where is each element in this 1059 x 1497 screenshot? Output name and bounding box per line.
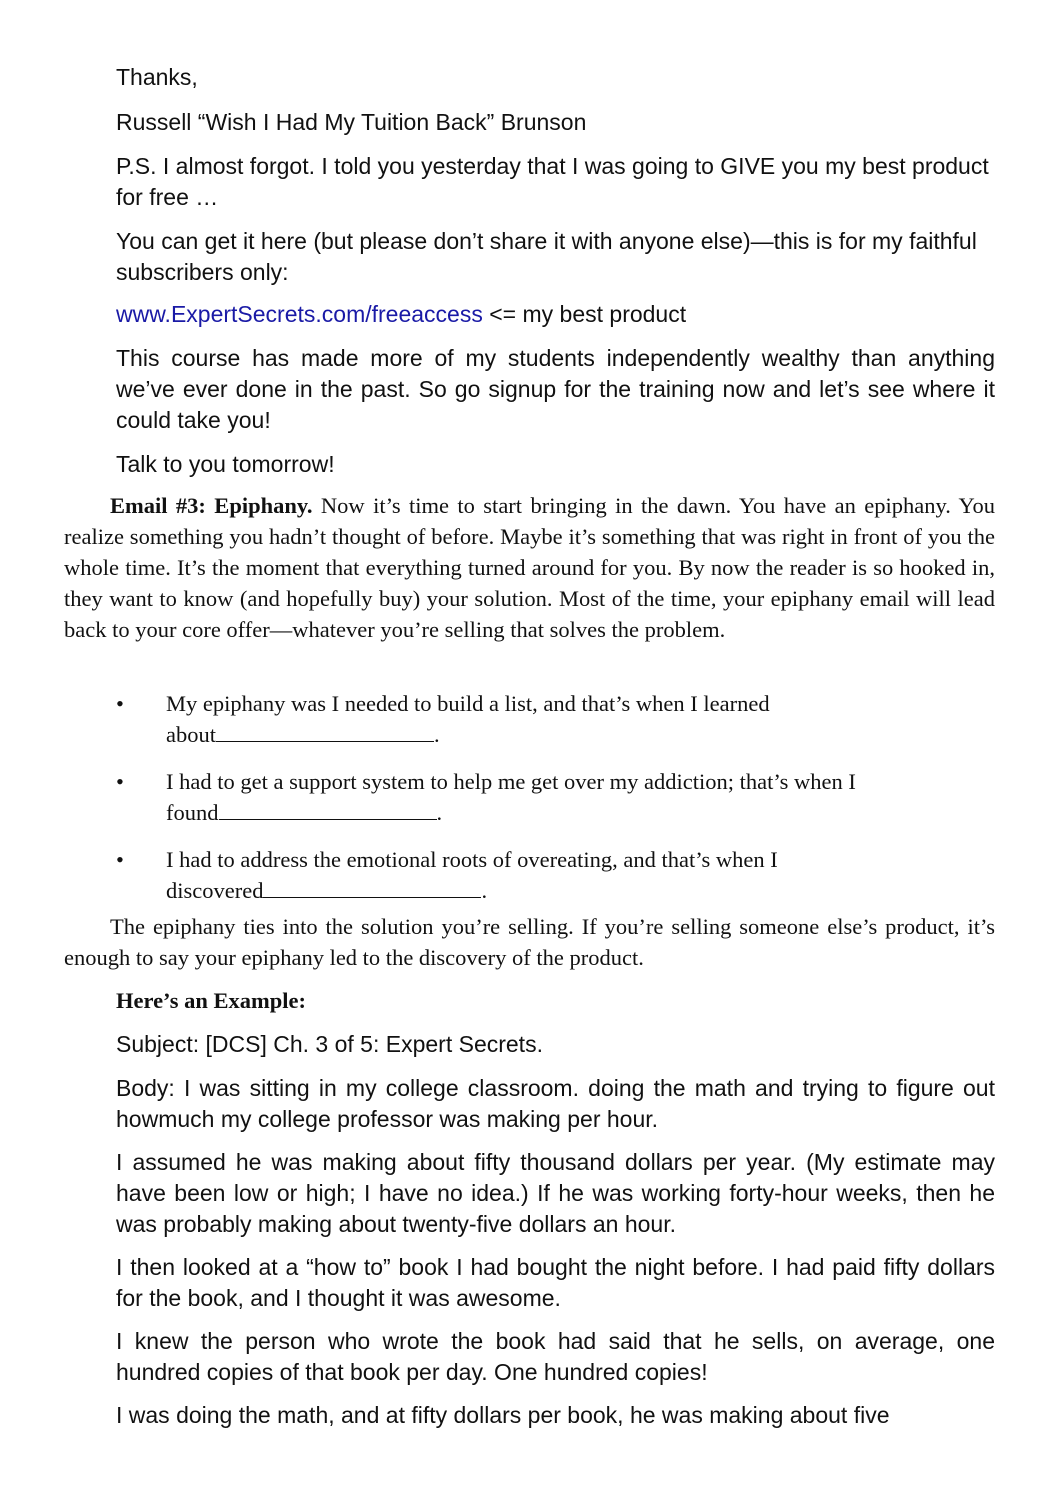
example-heading-text: Here’s an Example:	[116, 988, 306, 1013]
postscript: P.S. I almost forgot. I told you yesterday that I was going to GIVE you my best product for free …	[116, 153, 989, 210]
bullet-line1: I had to get a support system to help me get over my addiction; that’s when I	[166, 769, 856, 794]
example-subject: Subject: [DCS] Ch. 3 of 5: Expert Secrets.	[116, 1031, 543, 1057]
bullet-suffix: .	[434, 722, 440, 747]
link-line	[116, 299, 995, 330]
example-paragraph-1: I assumed he was making about fifty thousand dollars per year. (My estimate may have been low or high; I have no idea.) If he was working forty-hour weeks, then he was probably making about twenty-five dollars an hour.	[116, 1149, 995, 1237]
email3-text: Now it’s time to start bringing in the dawn. You have an epiphany. You realize something you hadn’t thought of before. Maybe it’s something that was right in front of you the whole time. It’s the moment that everything turned around for you. By now the reader is so hooked in, they want to know (and hopefully buy) your solution. Most of the time, your epiphany email will lead back to your core offer—whatever you’re selling that solves the problem.	[64, 493, 995, 642]
bullet-marker: •	[116, 769, 124, 794]
example-paragraph-3: I knew the person who wrote the book had said that he sells, on average, one hundred copies of that book per day. One hundred copies!	[116, 1328, 995, 1385]
list-item	[116, 844, 995, 906]
fill-in-blank	[219, 797, 437, 820]
list-item	[116, 766, 995, 828]
get-it-paragraph: You can get it here (but please don’t share it with anyone else)—this is for my faithful subscribers only:	[116, 228, 977, 285]
bullet-prefix: found	[166, 800, 219, 825]
bullet-marker: •	[116, 847, 124, 872]
letter-signature: Russell “Wish I Had My Tuition Back” Brunson	[116, 109, 587, 135]
bullet-line1: I had to address the emotional roots of overeating, and that’s when I	[166, 847, 778, 872]
bullet-marker: •	[116, 691, 124, 716]
epiphany-bullet-list	[116, 688, 995, 922]
example-heading	[116, 985, 995, 1016]
list-item	[116, 688, 995, 750]
talk-tomorrow: Talk to you tomorrow!	[116, 451, 335, 477]
fill-in-blank	[263, 875, 481, 898]
bullet-suffix: .	[436, 800, 443, 825]
bullet-prefix: about	[166, 722, 216, 747]
bullet-line1: My epiphany was I needed to build a list, and that’s when I learned	[166, 691, 770, 716]
example-paragraph-2: I then looked at a “how to” book I had bought the night before. I had paid fifty dollars for the book, and I thought it was awesome.	[116, 1254, 995, 1311]
example-body: Body: I was sitting in my college classroom. doing the math and trying to figure out howmuch my college professor was making per hour.	[116, 1075, 995, 1132]
bullet-prefix: discovered	[166, 878, 264, 903]
solution-paragraph: The epiphany ties into the solution you’re selling. If you’re selling someone else’s product, it’s enough to say your epiphany led to the discovery of the product.	[64, 914, 995, 970]
link-suffix: <= my best product	[482, 301, 687, 327]
course-paragraph: This course has made more of my students independently wealthy than anything we’ve ever done in the past. So go signup for the training now and let’s see where it could take you!	[116, 345, 995, 433]
letter-closing: Thanks,	[116, 64, 198, 90]
bullet-suffix: .	[481, 878, 488, 903]
email3-heading: Email #3: Epiphany.	[110, 493, 313, 518]
example-paragraph-4: I was doing the math, and at fifty dollars per book, he was making about five	[116, 1402, 890, 1428]
freeaccess-link[interactable]: www.ExpertSecrets.com/freeaccess	[116, 301, 483, 327]
fill-in-blank	[216, 719, 434, 742]
email3-paragraph	[64, 490, 995, 645]
